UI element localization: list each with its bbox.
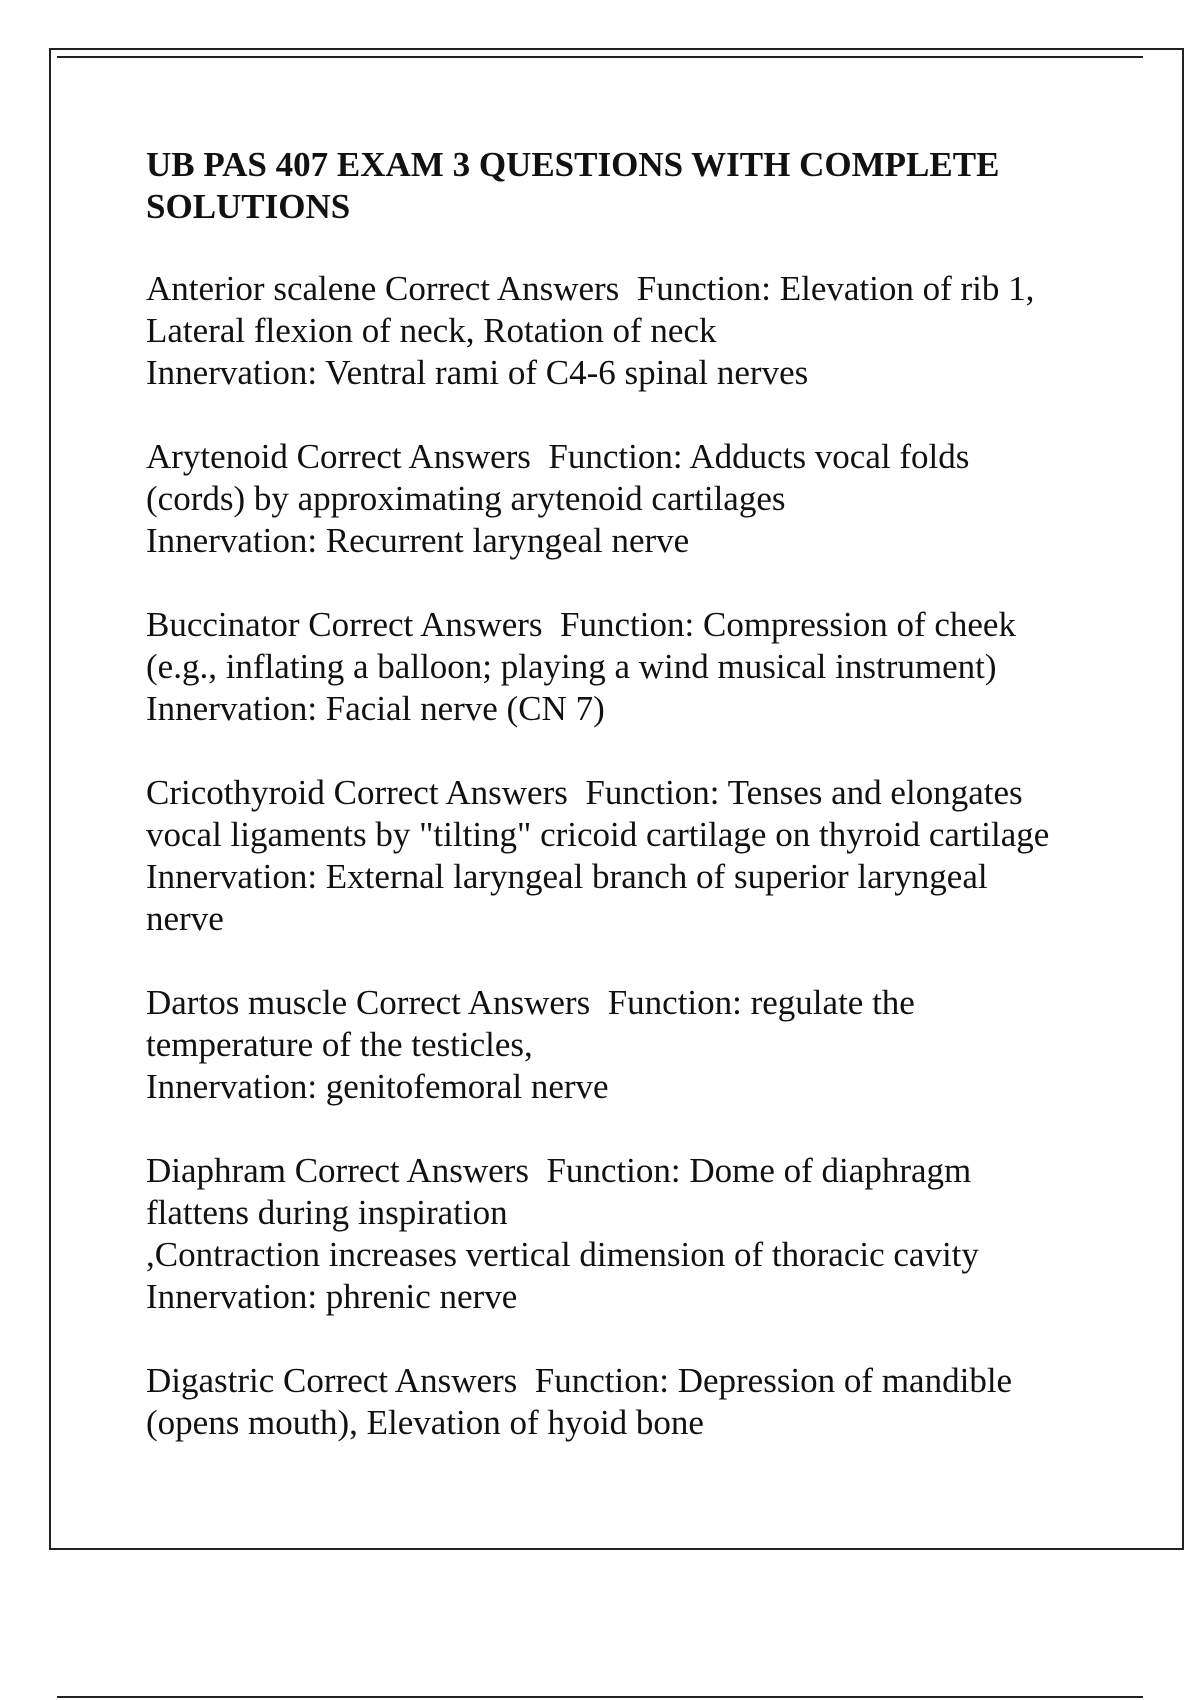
entry-line: Digastric Correct Answers Function: Depression of mandible	[146, 1361, 1013, 1400]
bottom-rule	[57, 1696, 1143, 1698]
qa-entry-cricothyroid	[146, 772, 1106, 940]
entry-line: Anterior scalene Correct Answers Function: Elevation of rib 1,	[146, 269, 1035, 308]
entry-line: Dartos muscle Correct Answers Function: regulate the	[146, 983, 915, 1022]
qa-entry-dartos-muscle	[146, 982, 1106, 1108]
entry-line: Arytenoid Correct Answers Function: Adducts vocal folds	[146, 437, 970, 476]
entry-line: Innervation: Ventral rami of C4-6 spinal nerves	[146, 353, 809, 392]
qa-entry-arytenoid	[146, 436, 1106, 562]
title-line-2: SOLUTIONS	[146, 187, 351, 226]
entry-line: Innervation: genitofemoral nerve	[146, 1067, 609, 1106]
entry-line: Innervation: Facial nerve (CN 7)	[146, 689, 605, 728]
entry-line: Diaphram Correct Answers Function: Dome of diaphragm	[146, 1151, 972, 1190]
title-line-1: UB PAS 407 EXAM 3 QUESTIONS WITH COMPLETE	[146, 145, 1000, 184]
entry-line: Lateral flexion of neck, Rotation of neck	[146, 311, 717, 350]
entry-line: vocal ligaments by "tilting" cricoid cartilage on thyroid cartilage	[146, 815, 1050, 854]
entry-line: Innervation: External laryngeal branch of superior laryngeal	[146, 857, 988, 896]
entry-line: (e.g., inflating a balloon; playing a wind musical instrument)	[146, 647, 997, 686]
qa-entry-diaphram	[146, 1150, 1106, 1318]
document-body	[146, 144, 1106, 1486]
top-rule	[57, 56, 1143, 58]
qa-entry-buccinator	[146, 604, 1106, 730]
entry-line: temperature of the testicles,	[146, 1025, 533, 1064]
entry-line: Innervation: phrenic nerve	[146, 1277, 518, 1316]
qa-entry-anterior-scalene	[146, 268, 1106, 394]
entry-line: Buccinator Correct Answers Function: Compression of cheek	[146, 605, 1016, 644]
entry-line: Innervation: Recurrent laryngeal nerve	[146, 521, 690, 560]
document-title	[146, 144, 1106, 228]
entry-line: nerve	[146, 899, 224, 938]
entry-line: (cords) by approximating arytenoid cartilages	[146, 479, 786, 518]
entry-line: Cricothyroid Correct Answers Function: Tenses and elongates	[146, 773, 1023, 812]
entry-line: flattens during inspiration	[146, 1193, 508, 1232]
qa-entry-digastric	[146, 1360, 1106, 1444]
entry-line: (opens mouth), Elevation of hyoid bone	[146, 1403, 704, 1442]
entry-line: ,Contraction increases vertical dimension of thoracic cavity	[146, 1235, 979, 1274]
